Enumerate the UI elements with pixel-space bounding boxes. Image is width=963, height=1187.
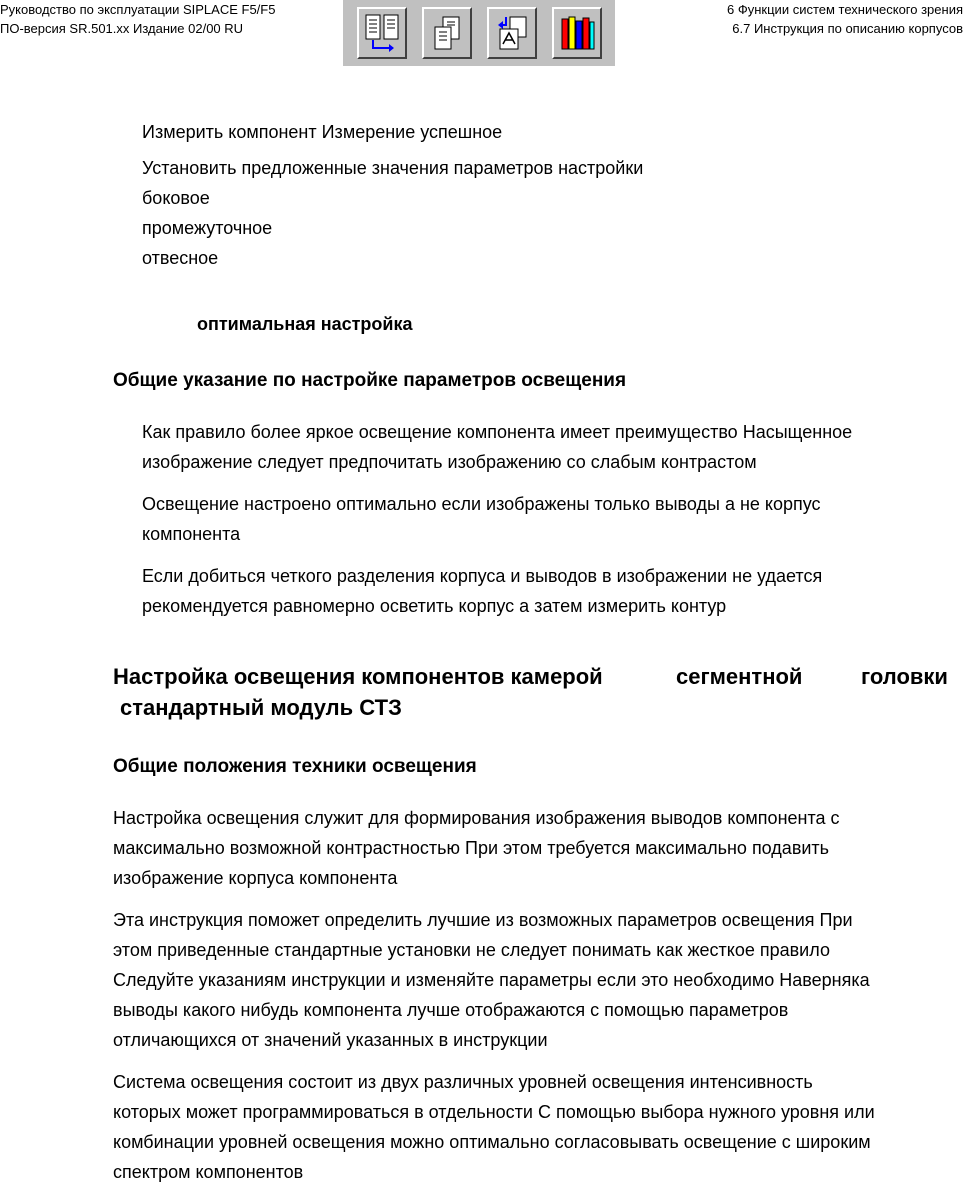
text-line: этом приведенные стандартные установки не следует понимать как жесткое правило: [113, 940, 830, 960]
split-view-icon: [364, 13, 400, 53]
text-line: отличающихся от значений указанных в инструкции: [113, 1030, 548, 1050]
text-line: рекомендуется равномерно осветить корпус а затем измерить контур: [142, 596, 727, 616]
option-intermediate: промежуточное: [142, 218, 273, 238]
library-books-icon: [559, 13, 595, 53]
paragraph-lighting-system: [113, 1067, 875, 1187]
main-heading: [113, 662, 603, 692]
text-line: Система освещения состоит из двух различных уровней освещения интенсивность: [113, 1072, 813, 1092]
text-line: которых может программироваться в отдельности С помощью выбора нужного уровня или: [113, 1102, 875, 1122]
text-line: Если добиться четкого разделения корпуса и выводов в изображении не удается: [142, 566, 823, 586]
main-heading-part-2: сегментной: [676, 664, 803, 689]
paragraph-contour: [142, 561, 822, 621]
text-line: компонента: [142, 524, 241, 544]
page-back-icon: [494, 13, 530, 53]
text-line: Как правило более яркое освещение компонента имеет преимущество Насыщенное: [142, 422, 853, 442]
text-line: спектром компонентов: [113, 1162, 304, 1182]
pages-button[interactable]: [422, 7, 472, 59]
text-line: изображение корпуса компонента: [113, 868, 398, 888]
text-line: максимально возможной контрастностью При этом требуется максимально подавить: [113, 838, 830, 858]
text-line: комбинации уровней освещения можно оптимально согласовывать освещение с широким: [113, 1132, 871, 1152]
main-heading-line-2: стандартный модуль СТЗ: [120, 695, 402, 720]
manual-title: Руководство по эксплуатации SIPLACE F5/F5: [0, 2, 276, 17]
paragraph-instruction: [113, 905, 870, 1055]
text-line: выводы какого нибудь компонента лучше отображаются с помощью параметров: [113, 1000, 789, 1020]
paragraph-brightness: [142, 417, 852, 477]
split-view-button[interactable]: [357, 7, 407, 59]
section-heading-lighting-technique: Общие положения техники освещения: [113, 756, 477, 777]
page-back-button[interactable]: [487, 7, 537, 59]
navigation-toolbar: [343, 0, 615, 66]
paragraph-optimal-lighting: [142, 489, 821, 549]
optimal-setting: оптимальная настройка: [197, 314, 413, 334]
text-line: изображение следует предпочитать изображению со слабым контрастом: [142, 452, 757, 472]
section-heading-lighting-params: Общие указание по настройке параметров освещения: [113, 370, 627, 391]
main-heading-part-1: Настройка освещения компонентов камерой: [113, 664, 603, 689]
main-heading-part-3: головки: [861, 664, 948, 689]
text-line: Эта инструкция поможет определить лучшие из возможных параметров освещения При: [113, 910, 853, 930]
paragraph-purpose: [113, 803, 840, 893]
section-title: 6.7 Инструкция по описанию корпусов: [732, 21, 963, 36]
running-header-left: [0, 0, 275, 38]
running-header-right: [727, 0, 963, 38]
measure-step: Измерить компонент Измерение успешное: [142, 122, 503, 142]
text-line: Настройка освещения служит для формирования изображения выводов компонента с: [113, 808, 840, 828]
option-vertical: отвесное: [142, 248, 219, 268]
set-values-text: Установить предложенные значения параметров настройки: [142, 158, 644, 178]
chapter-title: 6 Функции систем технического зрения: [727, 2, 963, 17]
option-side: боковое: [142, 188, 210, 208]
software-version: ПО-версия SR.501.xx Издание 02/00 RU: [0, 21, 244, 36]
text-line: Освещение настроено оптимально если изображены только выводы а не корпус: [142, 494, 821, 514]
set-values-step: [142, 153, 643, 273]
library-button[interactable]: [552, 7, 602, 59]
text-line: Следуйте указаниям инструкции и изменяйте параметры если это необходимо Наверняка: [113, 970, 870, 990]
pages-icon: [429, 13, 465, 53]
